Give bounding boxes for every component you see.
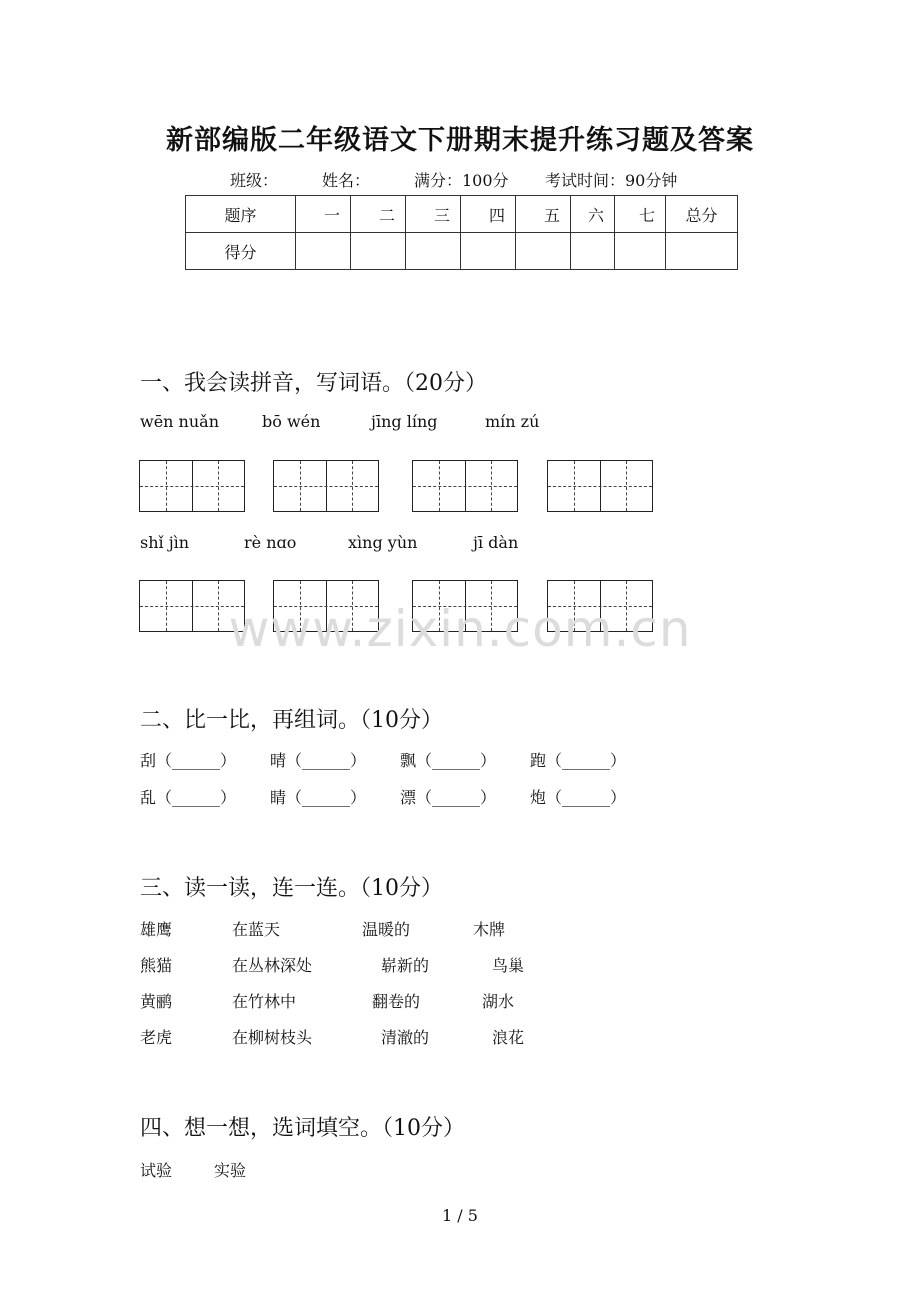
compare-item[interactable]: 晴（______） (270, 751, 367, 770)
score-header-cell: 一 (296, 196, 351, 233)
match-word[interactable]: 鸟巢 (492, 956, 525, 975)
match-word[interactable]: 在丛林深处 (232, 956, 313, 975)
score-header-cell: 三 (406, 196, 461, 233)
score-header-cell: 六 (571, 196, 615, 233)
score-table-header-row (186, 196, 738, 233)
score-cell[interactable] (461, 233, 516, 270)
match-word[interactable]: 在竹林中 (232, 992, 297, 1011)
compare-item[interactable]: 飘（______） (400, 751, 497, 770)
score-cell[interactable] (406, 233, 461, 270)
compare-item[interactable]: 刮（______） (140, 751, 237, 770)
score-cell[interactable] (615, 233, 666, 270)
name-label: 姓名： (322, 171, 371, 190)
choice-word: 试验 (140, 1161, 173, 1180)
match-word[interactable]: 浪花 (492, 1028, 525, 1047)
score-header-cell: 二 (351, 196, 406, 233)
section4-heading: 四、想一想，选词填空。（10分） (140, 1116, 465, 1141)
compare-item[interactable]: 漂（______） (400, 788, 497, 807)
pinyin-item: jīng líng (371, 412, 438, 431)
score-header-cell: 七 (615, 196, 666, 233)
match-word[interactable]: 木牌 (473, 920, 506, 939)
match-word[interactable]: 崭新的 (381, 956, 430, 975)
full-score: 满分：100分 (414, 171, 509, 190)
pinyin-item: bō wén (262, 412, 321, 431)
score-header-cell: 总分 (666, 196, 738, 233)
score-cell[interactable] (516, 233, 571, 270)
section3-heading: 三、读一读，连一连。（10分） (140, 876, 443, 901)
section2-heading: 二、比一比，再组词。（10分） (140, 708, 443, 733)
match-word[interactable]: 温暖的 (362, 920, 411, 939)
match-word[interactable]: 湖水 (482, 992, 515, 1011)
match-word[interactable]: 老虎 (140, 1028, 173, 1047)
match-word[interactable]: 翻卷的 (372, 992, 421, 1011)
score-header-cell: 题序 (186, 196, 296, 233)
exam-time: 考试时间：90分钟 (545, 171, 678, 190)
writing-grid[interactable] (139, 460, 245, 512)
pinyin-item: xìng yùn (348, 533, 418, 552)
match-word[interactable]: 在柳树枝头 (232, 1028, 313, 1047)
class-label: 班级： (230, 171, 279, 190)
score-header-cell: 四 (461, 196, 516, 233)
pinyin-item: shǐ jìn (140, 533, 190, 552)
pinyin-item: wēn nuǎn (140, 412, 220, 431)
compare-item[interactable]: 睛（______） (270, 788, 367, 807)
score-cell[interactable] (666, 233, 738, 270)
compare-item[interactable]: 跑（______） (530, 751, 627, 770)
section1-heading: 一、我会读拼音，写词语。（20分） (140, 371, 487, 396)
match-word[interactable]: 在蓝天 (232, 920, 281, 939)
watermark: www.zixin.com.cn (228, 600, 692, 658)
page-title: 新部编版二年级语文下册期末提升练习题及答案 (166, 125, 754, 156)
match-word[interactable]: 雄鹰 (140, 920, 173, 939)
match-word[interactable]: 清澈的 (381, 1028, 430, 1047)
score-cell[interactable] (571, 233, 615, 270)
score-cell[interactable] (296, 233, 351, 270)
match-word[interactable]: 熊猫 (140, 956, 173, 975)
score-cell[interactable] (351, 233, 406, 270)
writing-grid[interactable] (273, 460, 379, 512)
pinyin-item: jī dàn (473, 533, 519, 552)
compare-item[interactable]: 乱（______） (140, 788, 237, 807)
page-number: 1 / 5 (442, 1206, 478, 1225)
pinyin-item: mín zú (485, 412, 540, 431)
score-table-score-row (186, 233, 738, 270)
match-word[interactable]: 黄鹂 (140, 992, 173, 1011)
choice-word: 实验 (214, 1161, 247, 1180)
score-table (185, 195, 738, 270)
compare-item[interactable]: 炮（______） (530, 788, 627, 807)
writing-grid[interactable] (547, 460, 653, 512)
score-header-cell: 五 (516, 196, 571, 233)
score-row-label: 得分 (186, 233, 296, 270)
writing-grid[interactable] (412, 460, 518, 512)
pinyin-item: rè nɑo (244, 533, 297, 552)
